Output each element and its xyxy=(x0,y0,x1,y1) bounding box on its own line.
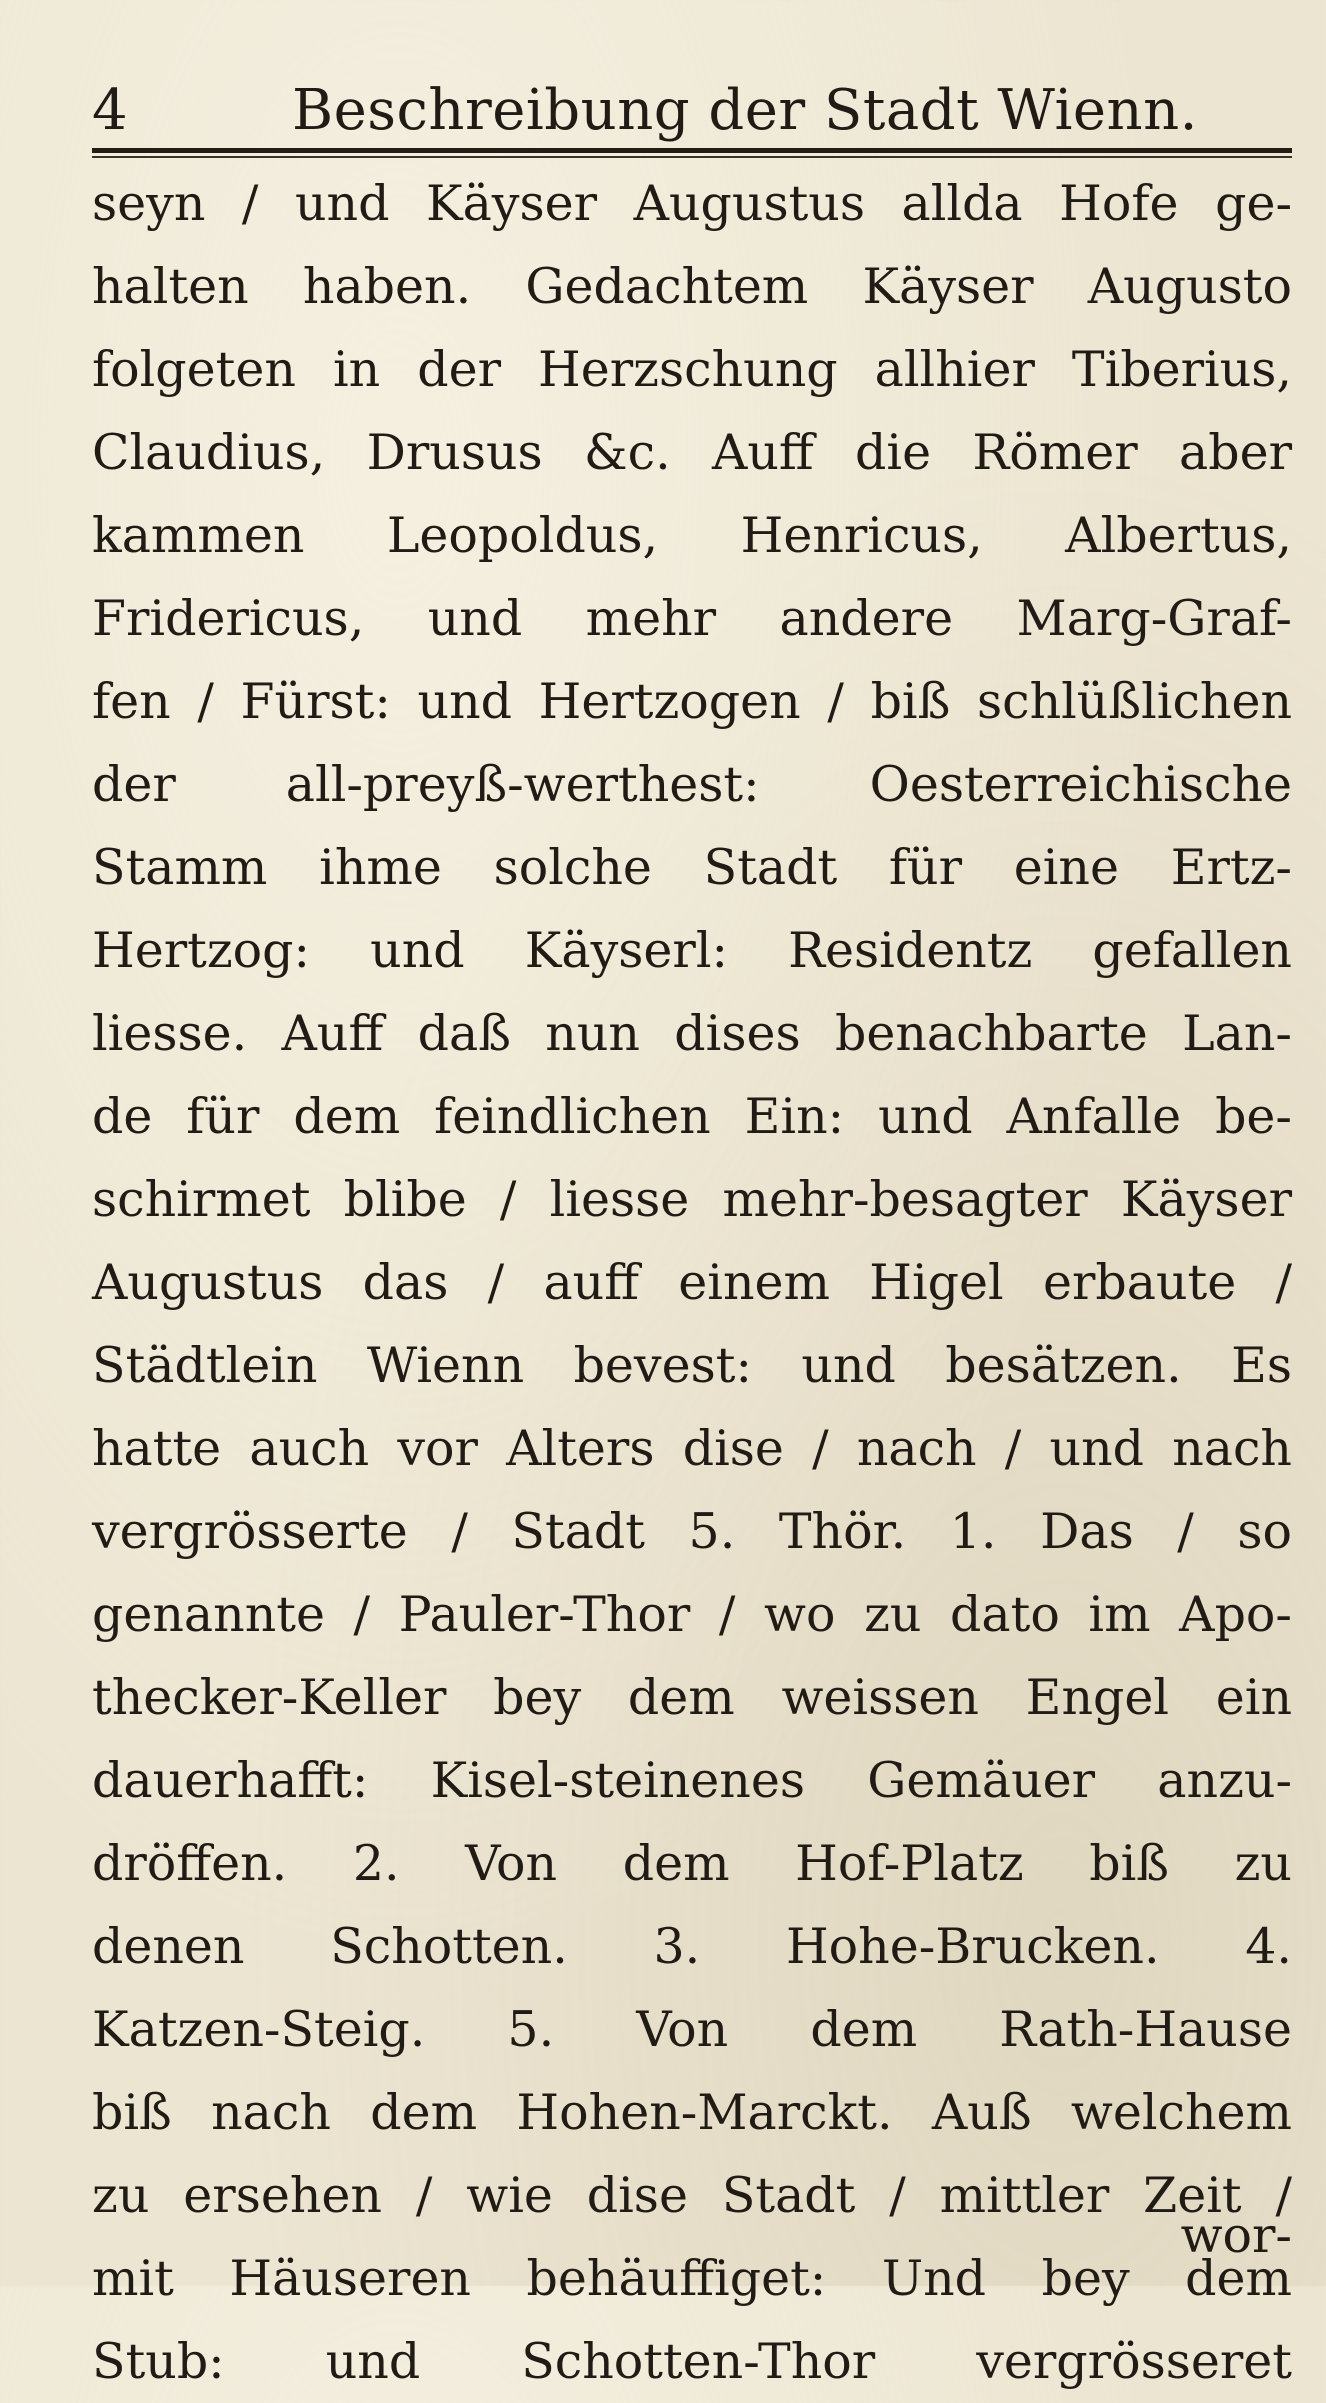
text-line: Städtlein Wienn bevest: und besätzen. Es xyxy=(92,1337,1292,1394)
text-line: halten haben. Gedachtem Käyser Augusto xyxy=(92,258,1292,315)
text-line: dauerhafft: Kisel-steinenes Gemäuer anzu- xyxy=(92,1752,1292,1809)
text-line: seyn / und Käyser Augustus allda Hofe ge- xyxy=(92,175,1292,232)
text-line: folgeten in der Herzschung allhier Tiberius, xyxy=(92,341,1292,398)
text-line: mit Häuseren behäuffiget: Und bey dem xyxy=(92,2250,1292,2307)
page-header xyxy=(92,72,1292,150)
text-line: Fridericus, und mehr andere Marg-Graf- xyxy=(92,590,1292,647)
text-line: Augustus das / auff einem Higel erbaute / xyxy=(92,1254,1292,1311)
text-line: biß nach dem Hohen-Marckt. Auß welchem xyxy=(92,2084,1292,2141)
text-line: dröffen. 2. Von dem Hof-Platz biß zu xyxy=(92,1835,1292,1892)
header-rule-thin xyxy=(92,156,1292,158)
text-line: Katzen-Steig. 5. Von dem Rath-Hause xyxy=(92,2001,1292,2058)
text-line: thecker-Keller bey dem weissen Engel ein xyxy=(92,1669,1292,1726)
text-line: kammen Leopoldus, Henricus, Albertus, xyxy=(92,507,1292,564)
text-line: Hertzog: und Käyserl: Residentz gefallen xyxy=(92,922,1292,979)
text-line: genannte / Pauler-Thor / wo zu dato im Apo- xyxy=(92,1586,1292,1643)
page-number: 4 xyxy=(92,78,128,143)
catchword: wor- xyxy=(1180,2207,1292,2264)
text-line: fen / Fürst: und Hertzogen / biß schlüßlichen xyxy=(92,673,1292,730)
text-line: de für dem feindlichen Ein: und Anfalle be- xyxy=(92,1088,1292,1145)
text-line: Stub: und Schotten-Thor vergrösseret xyxy=(92,2333,1292,2390)
text-line: der all-preyß-werthest: Oesterreichische xyxy=(92,756,1292,813)
text-line: denen Schotten. 3. Hohe-Brucken. 4. xyxy=(92,1918,1292,1975)
text-line: schirmet blibe / liesse mehr-besagter Käyser xyxy=(92,1171,1292,1228)
header-rule xyxy=(92,148,1292,153)
text-line: liesse. Auff daß nun dises benachbarte Lan- xyxy=(92,1005,1292,1062)
body-text xyxy=(92,162,1292,2403)
text-line: Stamm ihme solche Stadt für eine Ertz- xyxy=(92,839,1292,896)
running-title: Beschreibung der Stadt Wienn. xyxy=(292,78,1198,143)
text-line: hatte auch vor Alters dise / nach / und nach xyxy=(92,1420,1292,1477)
text-line: Claudius, Drusus &c. Auff die Römer aber xyxy=(92,424,1292,481)
text-line: zu ersehen / wie dise Stadt / mittler Zeit / xyxy=(92,2167,1292,2224)
text-line: vergrösserte / Stadt 5. Thör. 1. Das / so xyxy=(92,1503,1292,1560)
